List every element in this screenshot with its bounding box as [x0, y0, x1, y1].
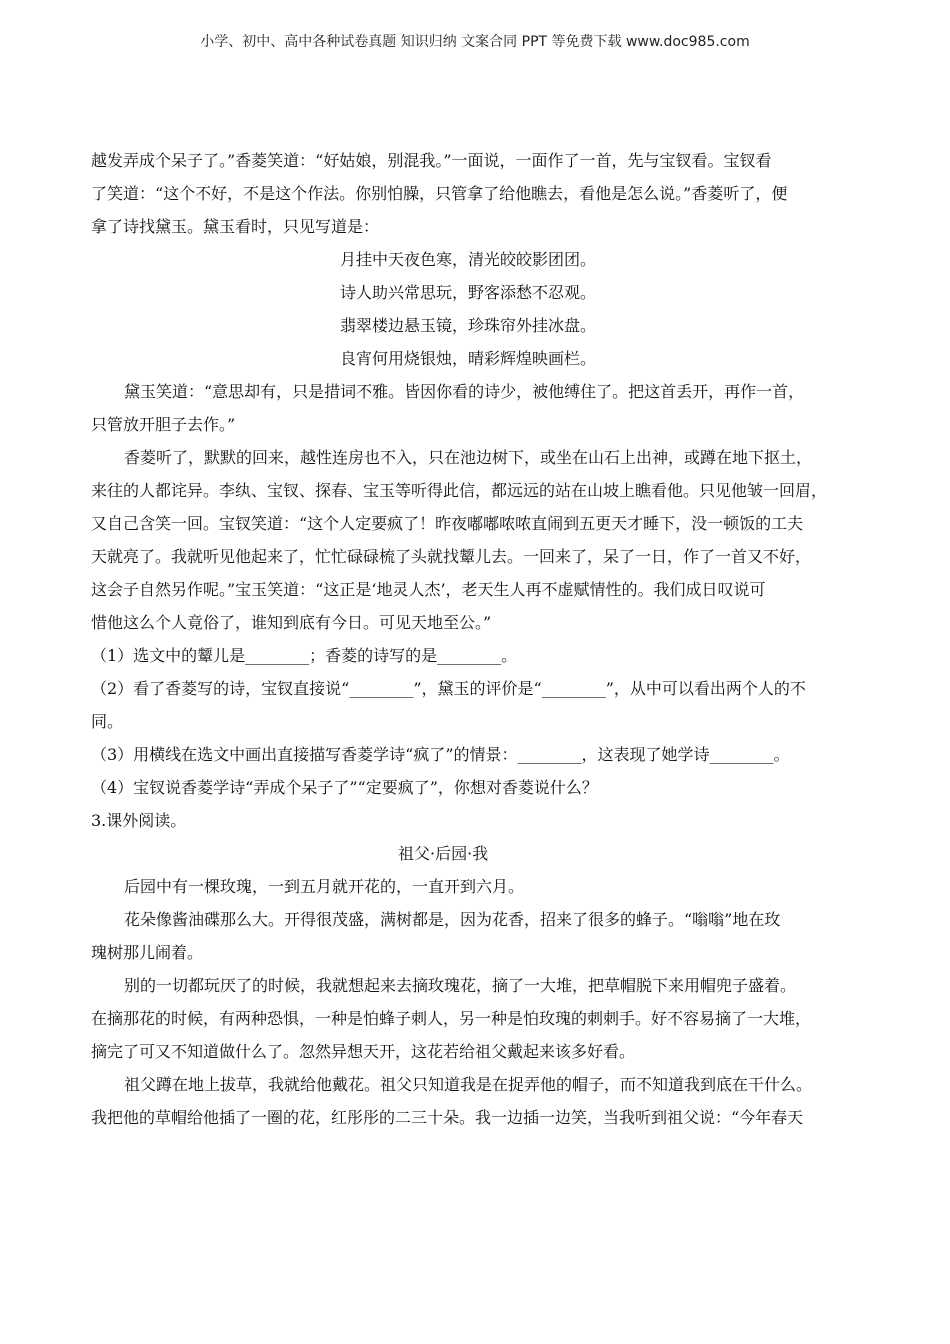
text-line: 越发弄成个呆子了。”香菱笑道：“好姑娘，别混我。”一面说，一面作了一首，先与宝钗看。宝钗看 — [91, 151, 772, 170]
text-line: 花朵像酱油碟那么大。开得很茂盛，满树都是，因为花香，招来了很多的蜂子。“嗡嗡”地在玫 — [124, 910, 781, 929]
question-1: （1）选文中的颦儿是________；香菱的诗写的是________。 — [91, 646, 518, 665]
text-line: 来往的人都诧异。李纨、宝钗、探春、宝玉等听得此信，都远远的站在山坡上瞧看他。只见他皱一回眉， — [91, 481, 828, 500]
article-paragraph-3 — [91, 976, 861, 1075]
article-paragraph-4 — [91, 1075, 861, 1141]
passage-paragraph-1 — [91, 151, 861, 250]
text-line: 这会子自然另作呢。”宝玉笑道：“这正是‘地灵人杰’，老天生人再不虚赋情性的。我们成日叹说可 — [91, 580, 766, 599]
passage-paragraph-3 — [91, 448, 861, 646]
question-4: （4）宝钗说香菱学诗“弄成个呆子了”“定要疯了”，你想对香菱说什么？ — [91, 778, 598, 797]
poem-line: 良宵何用烧银烛，晴彩辉煌映画栏。 — [340, 349, 597, 368]
poem-line: 诗人助兴常思玩，野客添愁不忍观。 — [340, 283, 597, 302]
text-line: 又自己含笑一回。宝钗笑道：“这个人定要疯了！昨夜嘟嘟哝哝直闹到五更天才睡下，没一顿饭的工夫 — [91, 514, 804, 533]
text-line: 黛玉笑道：“意思却有，只是措词不雅。皆因你看的诗少，被他缚住了。把这首丢开，再作一首， — [124, 382, 805, 401]
question-3: （3）用横线在选文中画出直接描写香菱学诗“疯了”的情景：________，这表现了她学诗________。 — [91, 745, 790, 764]
poem — [91, 250, 861, 382]
poem-line: 月挂中天夜色寒，清光皎皎影团团。 — [340, 250, 597, 269]
question-2-cont: 同。 — [91, 712, 124, 731]
text-line: 惜他这么个人竟俗了，谁知到底有今日。可见天地至公。” — [91, 613, 492, 632]
text-line: 天就亮了。我就听见他起来了，忙忙碌碌梳了头就找颦儿去。一回来了，呆了一日，作了一首又不好， — [91, 547, 812, 566]
page-header: 小学、初中、高中各种试卷真题 知识归纳 文案合同 PPT 等免费下载 www.doc985.com — [200, 34, 750, 50]
poem-line: 翡翠楼边悬玉镜，珍珠帘外挂冰盘。 — [340, 316, 597, 335]
text-line: 拿了诗找黛玉。黛玉看时，只见写道是： — [91, 217, 380, 236]
text-line: 我把他的草帽给他插了一圈的花，红彤彤的二三十朵。我一边插一边笑，当我听到祖父说：“今年春天 — [91, 1108, 804, 1127]
question-2: （2）看了香菱写的诗，宝钗直接说“________”，黛玉的评价是“________”，从中可以看出两个人的不 — [91, 679, 806, 698]
questions — [91, 646, 861, 811]
passage-paragraph-2 — [91, 382, 861, 448]
article-paragraph-1 — [91, 877, 861, 910]
text-line: 别的一切都玩厌了的时候，我就想起来去摘玫瑰花，摘了一大堆，把草帽脱下来用帽兜子盛着。 — [124, 976, 797, 995]
text-line: 只管放开胆子去作。” — [91, 415, 236, 434]
text-line: 了笑道：“这个不好，不是这个作法。你别怕臊，只管拿了给他瞧去，看他是怎么说。”香菱听了，便 — [91, 184, 788, 203]
document-body — [91, 151, 861, 1141]
text-line: 后园中有一棵玫瑰，一到五月就开花的，一直开到六月。 — [124, 877, 525, 896]
text-line: 在摘那花的时候，有两种恐惧，一种是怕蜂子刺人，另一种是怕玫瑰的刺刺手。好不容易摘了一大堆， — [91, 1009, 812, 1028]
text-line: 摘完了可又不知道做什么了。忽然异想天开，这花若给祖父戴起来该多好看。 — [91, 1042, 636, 1061]
text-line: 祖父蹲在地上拔草，我就给他戴花。祖父只知道我是在捉弄他的帽子，而不知道我到底在干什么。 — [124, 1075, 813, 1094]
article-title: 祖父·后园·我 — [398, 844, 489, 863]
section-heading: 3.课外阅读。 — [91, 811, 187, 830]
text-line: 香菱听了，默默的回来，越性连房也不入，只在池边树下，或坐在山石上出神，或蹲在地下抠土， — [124, 448, 813, 467]
text-line: 瑰树那儿闹着。 — [91, 943, 204, 962]
article-paragraph-2 — [91, 910, 861, 976]
